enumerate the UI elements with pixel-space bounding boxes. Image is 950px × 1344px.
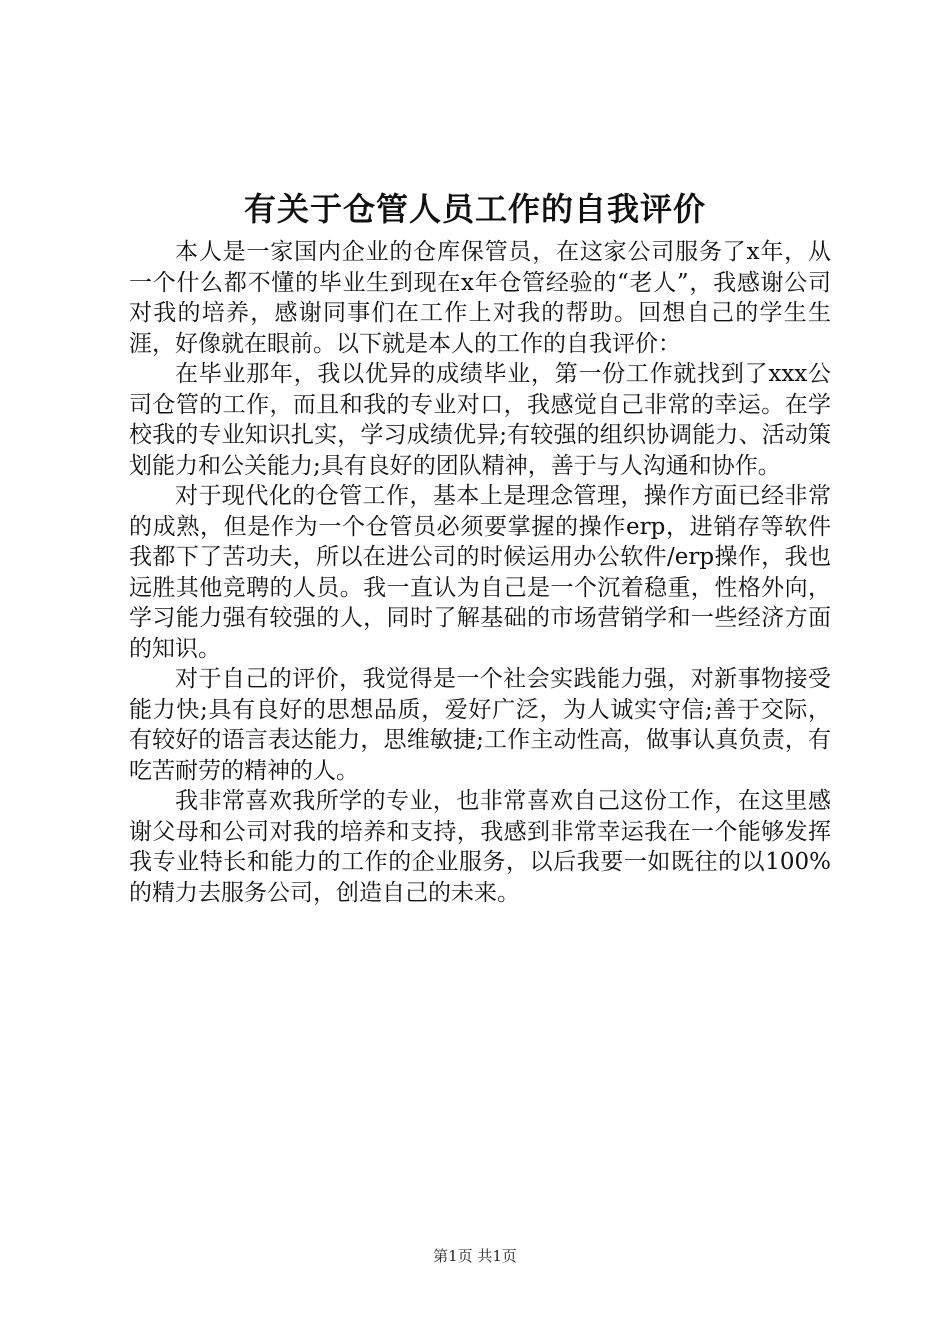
paragraph-skills: 对于现代化的仓管工作，基本上是理念管理，操作方面已经非常的成熟，但是作为一个仓管员必须要掌握的操作erp，进销存等软件我都下了苦功夫，所以在进公司的时候运用办公软件/erp操作，我也远胜其他竞聘的人员。我一直认为自己是一个沉着稳重，性格外向，学习能力强有较强的人，同时了解基础的市场营销学和一些经济方面的知识。 [129,483,831,662]
paragraph-intro: 本人是一家国内企业的仓库保管员，在这家公司服务了x年，从一个什么都不懂的毕业生到现在x年仓管经验的“老人”，我感谢公司对我的培养，感谢同事们在工作上对我的帮助。回想自己的学生生涯，好像就在眼前。以下就是本人的工作的自我评价： [129,239,831,357]
paragraph-self-evaluation: 对于自己的评价，我觉得是一个社会实践能力强，对新事物接受能力快;具有良好的思想品质，爱好广泛，为人诚实守信;善于交际，有较好的语言表达能力，思维敏捷;工作主动性高，做事认真负责，有吃苦耐劳的精神的人。 [129,666,831,784]
paragraph-graduation: 在毕业那年，我以优异的成绩毕业，第一份工作就找到了xxx公司仓管的工作，而且和我的专业对口，我感觉自己非常的幸运。在学校我的专业知识扎实，学习成绩优异;有较强的组织协调能力、活动策划能力和公关能力;具有良好的团队精神，善于与人沟通和协作。 [129,361,831,479]
document-title: 有关于仓管人员工作的自我评价 [243,190,706,228]
page-number-footer: 第1页 共1页 [433,1247,517,1265]
document-body [129,237,831,908]
paragraph-conclusion: 我非常喜欢我所学的专业，也非常喜欢自己这份工作，在这里感谢父母和公司对我的培养和支持，我感到非常幸运我在一个能够发挥我专业特长和能力的工作的企业服务，以后我要一如既往的以100%的精力去服务公司，创造自己的未来。 [129,788,831,906]
